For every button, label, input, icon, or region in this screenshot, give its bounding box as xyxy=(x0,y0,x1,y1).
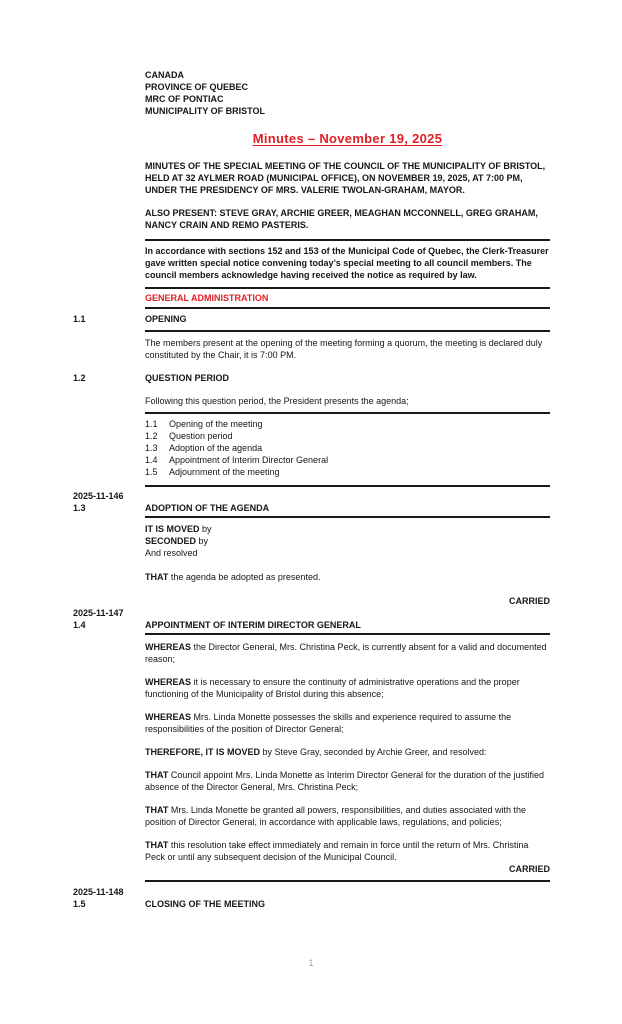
that-agenda-paragraph: THAT the agenda be adopted as presented. xyxy=(145,572,321,582)
agenda-item-label: Appointment of Interim Director General xyxy=(169,455,329,465)
section-number: 1.4 xyxy=(73,620,86,630)
carried-label: CARRIED xyxy=(508,864,550,874)
section-1-2-body-row xyxy=(73,395,550,407)
agenda-item xyxy=(145,454,550,466)
page-number: 1 xyxy=(308,958,314,968)
section-number: 1.3 xyxy=(73,503,86,513)
section-1-5-heading-row xyxy=(73,886,550,910)
agenda-item-number: 1.2 xyxy=(145,431,158,441)
jurisdiction-header xyxy=(73,69,550,117)
agenda-item-label: Question period xyxy=(169,431,233,441)
horizontal-rule xyxy=(145,239,550,241)
whereas-paragraph: WHEREAS it is necessary to ensure the continuity of administrative operations and the proper functioning of the Municipality of Bristol during this absence; xyxy=(145,677,520,699)
question-period-paragraph: Following this question period, the President presents the agenda; xyxy=(145,396,409,406)
agenda-item-number: 1.3 xyxy=(145,443,158,453)
agenda-item-label: Adjournment of the meeting xyxy=(169,467,280,477)
opening-paragraph: The members present at the opening of the meeting forming a quorum, the meeting is declared duly constituted by the Chair, it is 7:00 PM. xyxy=(145,338,543,360)
section-number: 1.5 xyxy=(73,899,86,909)
resolution-number: 2025-11-147 xyxy=(73,608,124,618)
title-row xyxy=(73,131,550,147)
special-notice-paragraph: In accordance with sections 152 and 153 of the Municipal Code of Quebec, the Clerk-Treasurer gave written special notice convening today’s special meeting to all council members. The council members acknowledge having received the notice as required by law. xyxy=(145,246,549,280)
horizontal-rule xyxy=(145,880,550,882)
seconded-line: SECONDED by xyxy=(145,536,209,546)
notice-row xyxy=(73,245,550,281)
motion-block xyxy=(73,523,550,559)
that-paragraph: THAT this resolution take effect immediately and remain in force until the return of Mrs. Christina Peck or until any subsequent decision of the Municipal Council. xyxy=(145,840,529,862)
therefore-paragraph: THEREFORE, IT IS MOVED by Steve Gray, seconded by Archie Greer, and resolved: xyxy=(145,747,487,757)
agenda-item xyxy=(145,442,550,454)
also-present-paragraph: ALSO PRESENT: STEVE GRAY, ARCHIE GREER, MEAGHAN MCCONNELL, GREG GRAHAM, NANCY CRAIN AND REMO PASTERIS. xyxy=(145,208,538,230)
section-1-1-heading-row xyxy=(73,313,550,325)
agenda-item xyxy=(145,430,550,442)
resolution-number: 2025-11-148 xyxy=(73,887,124,897)
horizontal-rule xyxy=(145,485,550,487)
whereas-paragraph: WHEREAS the Director General, Mrs. Christina Peck, is currently absent for a valid and documented reason; xyxy=(145,642,547,664)
section-1-2-heading: QUESTION PERIOD xyxy=(145,373,230,383)
agenda-item-number: 1.5 xyxy=(145,467,158,477)
horizontal-rule xyxy=(145,412,550,414)
horizontal-rule xyxy=(145,307,550,309)
header-line-municipality: MUNICIPALITY OF BRISTOL xyxy=(145,106,266,116)
that-paragraph: THAT Council appoint Mrs. Linda Monette as Interim Director General for the duration of the justified absence of the Director General, Mrs. Christina Peck; xyxy=(145,770,545,792)
meeting-details-row xyxy=(73,160,550,196)
section-1-4-heading: APPOINTMENT OF INTERIM DIRECTOR GENERAL xyxy=(145,620,361,630)
header-line-country: CANADA xyxy=(145,70,184,80)
also-present-row xyxy=(73,207,550,231)
section-1-1-heading: OPENING xyxy=(145,314,187,324)
general-administration-row xyxy=(73,292,550,304)
page-title: Minutes – November 19, 2025 xyxy=(252,131,443,146)
horizontal-rule xyxy=(145,330,550,332)
section-number: 1.1 xyxy=(73,314,86,324)
resolution-number: 2025-11-146 xyxy=(73,491,124,501)
section-1-5-heading: CLOSING OF THE MEETING xyxy=(145,899,266,909)
agenda-item-label: Adoption of the agenda xyxy=(169,443,263,453)
resolved-line: And resolved xyxy=(145,548,198,558)
margin-gutter xyxy=(73,69,145,117)
horizontal-rule xyxy=(145,287,550,289)
section-1-1-body-row xyxy=(73,337,550,361)
agenda-item xyxy=(145,466,550,478)
agenda-item-number: 1.4 xyxy=(145,455,158,465)
section-number: 1.2 xyxy=(73,373,86,383)
whereas-paragraph: WHEREAS Mrs. Linda Monette possesses the skills and experience required to assume the responsibilities of the position of Director General; xyxy=(145,712,512,734)
general-administration-heading: GENERAL ADMINISTRATION xyxy=(145,293,269,303)
header-line-province: PROVINCE OF QUEBEC xyxy=(145,82,249,92)
that-agenda-row xyxy=(73,571,550,583)
section-1-2-heading-row xyxy=(73,372,550,384)
moved-line: IT IS MOVED by xyxy=(145,524,212,534)
agenda-item-label: Opening of the meeting xyxy=(169,419,263,429)
agenda-item xyxy=(145,418,550,430)
section-1-3-heading-row xyxy=(73,490,550,514)
header-line-mrc: MRC OF PONTIAC xyxy=(145,94,224,104)
agenda-list xyxy=(73,418,550,478)
section-1-4-heading-row xyxy=(73,607,550,631)
horizontal-rule xyxy=(145,516,550,518)
meeting-details-paragraph: MINUTES OF THE SPECIAL MEETING OF THE COUNCIL OF THE MUNICIPALITY OF BRISTOL, HELD AT 32 AYLMER ROAD (MUNICIPAL OFFICE), ON NOVEMBER 19, 2025, AT 7:00 PM, UNDER THE PRESIDENCY OF MRS. VALERIE TWOLAN-GRAHAM, MAYOR. xyxy=(145,161,546,195)
carried-label: CARRIED xyxy=(508,596,550,606)
section-1-3-heading: ADOPTION OF THE AGENDA xyxy=(145,503,270,513)
agenda-item-number: 1.1 xyxy=(145,419,158,429)
that-paragraph: THAT Mrs. Linda Monette be granted all powers, responsibilities, and duties associated with the position of Director General, in accordance with applicable laws, regulations, and policies; xyxy=(145,805,527,827)
horizontal-rule xyxy=(145,633,550,635)
